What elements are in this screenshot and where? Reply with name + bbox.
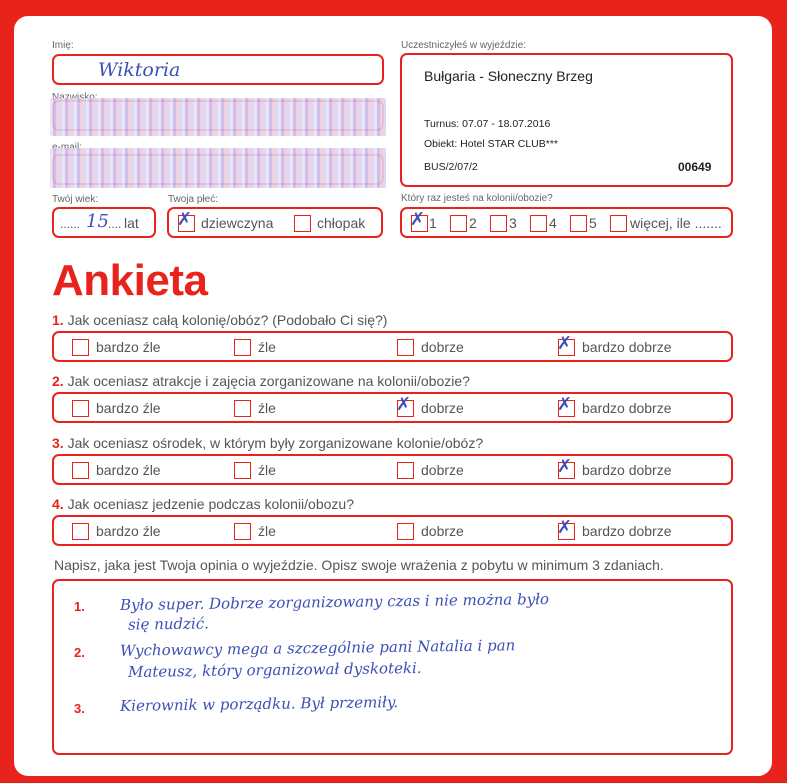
rating-label: dobrze bbox=[421, 400, 464, 416]
surname-redaction bbox=[50, 98, 386, 136]
question-number: 1. bbox=[52, 312, 64, 328]
rating-label: źle bbox=[258, 400, 276, 416]
trip-turnus: Turnus: 07.07 - 18.07.2016 bbox=[424, 118, 551, 130]
survey-sheet bbox=[14, 16, 772, 776]
question-label: Jak oceniasz całą kolonię/obóz? (Podobało Ci się?) bbox=[67, 312, 388, 328]
rating-checkbox[interactable] bbox=[72, 400, 89, 417]
trip-box bbox=[400, 53, 733, 187]
trip-number: 00649 bbox=[678, 160, 712, 174]
age-value: 15 bbox=[86, 211, 109, 232]
times-more-label: więcej, ile ....... bbox=[630, 215, 722, 231]
gender-female-checkbox[interactable] bbox=[177, 209, 195, 232]
gender-male-checkbox[interactable] bbox=[294, 215, 311, 232]
times-5-checkbox[interactable] bbox=[570, 215, 587, 232]
rating-checkbox[interactable] bbox=[557, 517, 575, 540]
times-2-checkbox[interactable] bbox=[450, 215, 467, 232]
times-field bbox=[400, 207, 733, 238]
opinion-number: 3. bbox=[74, 701, 85, 716]
rating-checkbox[interactable] bbox=[557, 456, 575, 479]
rating-checkbox[interactable] bbox=[72, 523, 89, 540]
opinion-box[interactable] bbox=[52, 579, 733, 755]
rating-label: bardzo źle bbox=[96, 462, 161, 478]
rating-checkbox[interactable] bbox=[557, 394, 575, 417]
question-label: Jak oceniasz atrakcje i zajęcia zorganizowane na kolonii/obozie? bbox=[67, 373, 470, 389]
rating-label: źle bbox=[258, 462, 276, 478]
trip-bus-code: BUS/2/07/2 bbox=[424, 161, 478, 173]
age-unit: lat bbox=[124, 215, 139, 231]
rating-label: bardzo źle bbox=[96, 400, 161, 416]
trip-obiekt: Obiekt: Hotel STAR CLUB*** bbox=[424, 138, 559, 150]
rating-label: bardzo źle bbox=[96, 523, 161, 539]
x-mark-icon: ✗ bbox=[396, 394, 412, 415]
question-label: Jak oceniasz jedzenie podczas kolonii/obozu? bbox=[67, 496, 354, 512]
opinion-handwritten-line: Mateusz, który organizował dyskoteki. bbox=[127, 658, 422, 682]
rating-checkbox[interactable] bbox=[72, 462, 89, 479]
question-label: Jak oceniasz ośrodek, w którym były zorganizowane kolonie/obóz? bbox=[67, 435, 484, 451]
times-4-label: 4 bbox=[549, 215, 557, 231]
question-2-text bbox=[52, 373, 470, 389]
email-redaction bbox=[50, 148, 386, 188]
question-1-options bbox=[52, 331, 733, 362]
rating-label: źle bbox=[258, 339, 276, 355]
survey-title: Ankieta bbox=[52, 256, 208, 305]
question-4-options bbox=[52, 515, 733, 546]
rating-label: bardzo dobrze bbox=[582, 462, 672, 478]
rating-label: bardzo dobrze bbox=[582, 523, 672, 539]
gender-label: Twoja płeć: bbox=[168, 194, 219, 205]
age-dots: .... bbox=[108, 217, 122, 231]
question-1-text bbox=[52, 312, 387, 328]
rating-label: bardzo dobrze bbox=[582, 400, 672, 416]
times-3-label: 3 bbox=[509, 215, 517, 231]
x-mark-icon: ✗ bbox=[177, 209, 193, 230]
question-number: 4. bbox=[52, 496, 64, 512]
age-label: Twój wiek: bbox=[52, 194, 99, 205]
rating-checkbox[interactable] bbox=[72, 339, 89, 356]
gender-female-label: dziewczyna bbox=[201, 215, 274, 231]
rating-label: dobrze bbox=[421, 462, 464, 478]
rating-checkbox[interactable] bbox=[234, 400, 251, 417]
opinion-handwritten-line: Wychowawcy mega a szczególnie pani Natalia i pan bbox=[119, 636, 516, 660]
times-1-label: 1 bbox=[429, 215, 437, 231]
opinion-handwritten-line: Kierownik w porządku. Był przemiły. bbox=[119, 693, 399, 715]
question-3-options bbox=[52, 454, 733, 485]
times-2-label: 2 bbox=[469, 215, 477, 231]
name-field[interactable] bbox=[52, 54, 384, 85]
times-4-checkbox[interactable] bbox=[530, 215, 547, 232]
question-3-text bbox=[52, 435, 483, 451]
times-5-label: 5 bbox=[589, 215, 597, 231]
rating-checkbox[interactable] bbox=[396, 394, 414, 417]
rating-checkbox[interactable] bbox=[234, 339, 251, 356]
age-field[interactable] bbox=[52, 207, 156, 238]
x-mark-icon: ✗ bbox=[557, 456, 573, 477]
question-number: 2. bbox=[52, 373, 64, 389]
name-value: Wiktoria bbox=[98, 59, 181, 81]
opinion-number: 2. bbox=[74, 645, 85, 660]
name-label: Imię: bbox=[52, 40, 74, 51]
gender-male-label: chłopak bbox=[317, 215, 366, 231]
times-label: Który raz jesteś na kolonii/obozie? bbox=[401, 193, 553, 204]
rating-label: źle bbox=[258, 523, 276, 539]
trip-destination: Bułgaria - Słoneczny Brzeg bbox=[424, 68, 593, 84]
question-number: 3. bbox=[52, 435, 64, 451]
gender-field bbox=[167, 207, 383, 238]
rating-checkbox[interactable] bbox=[557, 333, 575, 356]
rating-label: dobrze bbox=[421, 523, 464, 539]
x-mark-icon: ✗ bbox=[557, 394, 573, 415]
question-2-options bbox=[52, 392, 733, 423]
opinion-handwritten-line: się nudzić. bbox=[127, 614, 210, 634]
times-3-checkbox[interactable] bbox=[490, 215, 507, 232]
times-1-checkbox[interactable] bbox=[410, 209, 428, 232]
rating-checkbox[interactable] bbox=[234, 523, 251, 540]
opinion-prompt: Napisz, jaka jest Twoja opinia o wyjeździe. Opisz swoje wrażenia z pobytu w minimum 3 zdaniach. bbox=[54, 557, 664, 573]
question-4-text bbox=[52, 496, 354, 512]
rating-label: bardzo źle bbox=[96, 339, 161, 355]
rating-label: dobrze bbox=[421, 339, 464, 355]
rating-label: bardzo dobrze bbox=[582, 339, 672, 355]
age-dots: ...... bbox=[60, 217, 81, 231]
rating-checkbox[interactable] bbox=[397, 462, 414, 479]
trip-label: Uczestniczyłeś w wyjeździe: bbox=[401, 40, 527, 51]
times-more-checkbox[interactable] bbox=[610, 215, 627, 232]
x-mark-icon: ✗ bbox=[410, 209, 426, 230]
rating-checkbox[interactable] bbox=[234, 462, 251, 479]
x-mark-icon: ✗ bbox=[557, 333, 573, 354]
rating-checkbox[interactable] bbox=[397, 339, 414, 356]
opinion-handwritten-line: Było super. Dobrze zorganizowany czas i nie można było bbox=[119, 590, 550, 614]
x-mark-icon: ✗ bbox=[557, 517, 573, 538]
rating-checkbox[interactable] bbox=[397, 523, 414, 540]
opinion-number: 1. bbox=[74, 599, 85, 614]
